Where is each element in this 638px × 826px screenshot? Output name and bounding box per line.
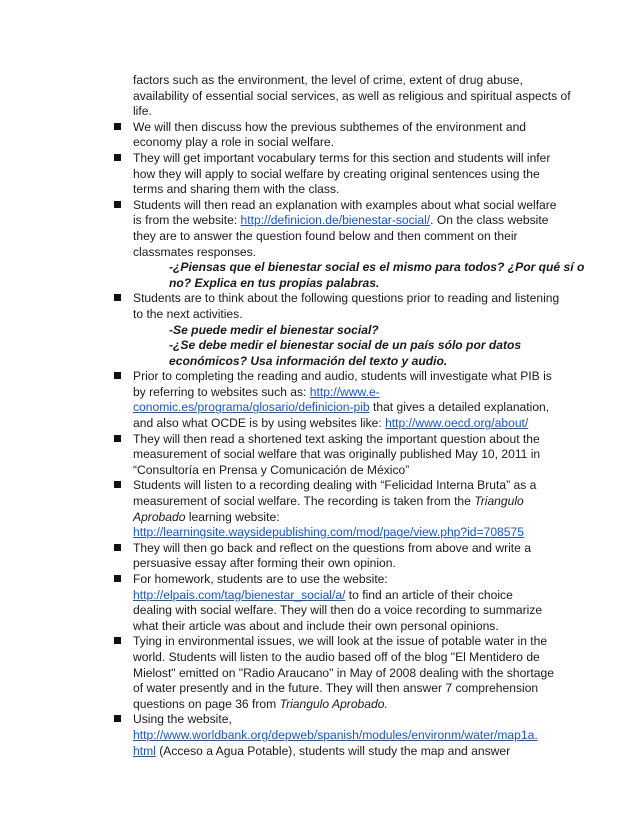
list-item [133, 120, 551, 151]
text-span: They will then go back and reflect on the questions from above and write a [133, 540, 531, 555]
text-span: . On the class website [430, 213, 549, 228]
hyperlink[interactable]: http://www.oecd.org/about/ [385, 416, 529, 431]
text-line [133, 167, 551, 183]
question-line [133, 338, 551, 354]
list-item [133, 432, 551, 479]
bullet-icon [114, 201, 121, 208]
text-line [133, 400, 551, 416]
intro-paragraph [133, 73, 571, 120]
list-item [133, 541, 551, 572]
text-span: to the next activities. [133, 306, 243, 321]
hyperlink[interactable]: http://www.worldbank.org/depweb/spanish/modules/environm/water/map1a. [133, 727, 538, 742]
text-line [133, 603, 551, 619]
hyperlink[interactable]: http://www.e- [309, 384, 380, 399]
document-body [133, 73, 585, 759]
text-line [133, 744, 551, 760]
bullet-icon [114, 715, 121, 722]
text-line [133, 463, 551, 479]
text-span: economy play a role in social welfare. [133, 135, 334, 150]
question-line [133, 260, 585, 276]
hyperlink[interactable]: conomic.es/programa/glosario/definicion-pib [133, 400, 370, 415]
text-span: learning website: [185, 509, 280, 524]
text-line [133, 494, 551, 510]
hyperlink[interactable]: http://definicion.de/bienestar-social/ [240, 213, 431, 228]
text-line [133, 510, 551, 526]
bullet-icon [114, 575, 121, 582]
text-span: Tying in environmental issues, we will look at the issue of potable water in the [133, 634, 548, 649]
list-item [133, 478, 551, 540]
list-item [133, 291, 560, 369]
bullet-icon [114, 637, 121, 644]
text-span: to find an article of their choice [345, 587, 513, 602]
text-span: no? Explica en tus propias palabras. [169, 275, 380, 290]
text-span: -Se puede medir el bienestar social? [169, 322, 379, 337]
text-line [133, 681, 551, 697]
list-item [133, 369, 551, 431]
text-span: Mielost" emitted on "Radio Araucano" in May of 2008 dealing with the shortage [133, 665, 554, 680]
bullet-icon [114, 435, 121, 442]
text-line [133, 447, 551, 463]
text-line [133, 525, 551, 541]
question-line [133, 323, 551, 339]
italic-text: Triangulo [474, 494, 524, 509]
text-span: by referring to websites such as: [133, 384, 310, 399]
text-span: “Consultoría en Prensa y Comunicación de México” [133, 462, 410, 477]
text-span: Students will listen to a recording dealing with “Felicidad Interna Bruta” as a [133, 478, 537, 493]
text-span: They will then read a shortened text asking the important question about the [133, 431, 540, 446]
text-span: measurement of social welfare that was originally published May 10, 2011 in [133, 447, 541, 462]
hyperlink[interactable]: http://learningsite.waysidepublishing.com/mod/page/view.php?id=708575 [133, 525, 524, 540]
text-line [133, 650, 551, 666]
text-line [133, 385, 551, 401]
question-line [133, 354, 551, 370]
text-line [133, 728, 551, 744]
text-line [133, 588, 551, 604]
list-item [133, 197, 585, 292]
hyperlink[interactable]: http://elpais.com/tag/bienestar_social/a/ [133, 587, 346, 602]
text-span: Students will then read an explanation with examples about what social welfare [133, 197, 557, 212]
text-line [133, 541, 551, 557]
list-item [133, 151, 551, 198]
bullet-icon [114, 294, 121, 301]
text-span: they are to answer the question found below and then comment on their [133, 228, 518, 243]
text-span: that gives a detailed explanation, [369, 400, 550, 415]
list-item [133, 712, 551, 759]
text-line [133, 712, 551, 728]
bullet-icon [114, 154, 121, 161]
text-span: measurement of social welfare. The recording is taken from the [133, 494, 475, 509]
text-span: questions on page 36 from [133, 696, 280, 711]
text-line [133, 120, 551, 136]
question-line [133, 276, 551, 292]
text-line [133, 182, 551, 198]
text-line [133, 307, 551, 323]
text-span: We will then discuss how the previous subthemes of the environment and [133, 119, 527, 134]
italic-text: Triangulo Aprobado. [279, 696, 388, 711]
text-span: For homework, students are to use the website: [133, 572, 388, 586]
text-line [133, 151, 551, 167]
text-span: classmates responses. [133, 244, 257, 259]
text-line [133, 416, 551, 432]
text-span: económicos? Usa información del texto y audio. [169, 353, 448, 368]
text-span: dealing with social welfare. They will then do a voice recording to summarize [133, 603, 543, 618]
text-span: is from the website: [133, 213, 241, 228]
text-line: life. [133, 104, 152, 119]
text-span: and also what OCDE is by using websites like: [133, 416, 386, 431]
text-span: (Acceso a Agua Potable), students will study the map and answer [155, 743, 511, 758]
text-line [133, 556, 551, 572]
text-line [133, 229, 551, 245]
text-line [133, 369, 551, 385]
text-span: Students are to think about the following questions prior to reading and listening [133, 291, 560, 306]
text-line [133, 291, 560, 307]
text-line [133, 619, 551, 635]
bullet-icon [114, 372, 121, 379]
bullet-list [133, 119, 585, 759]
text-span: Using the website, [133, 712, 232, 727]
text-line [133, 245, 551, 261]
text-line [133, 572, 551, 588]
text-span: -¿Se debe medir el bienestar social de un país sólo por datos [169, 338, 522, 353]
text-line: availability of essential social services, as well as religious and spiritual aspects of [133, 88, 571, 103]
text-line [133, 135, 551, 151]
bullet-icon [114, 481, 121, 488]
text-line [133, 478, 551, 494]
hyperlink[interactable]: html [133, 743, 156, 758]
list-item [133, 572, 551, 634]
text-span: world. Students will listen to the audio based off of the blog "El Mentidero de [133, 649, 540, 664]
text-span: Prior to completing the reading and audio, students will investigate what PIB is [133, 369, 552, 384]
bullet-icon [114, 544, 121, 551]
text-span: They will get important vocabulary terms for this section and students will infer [133, 150, 551, 165]
text-span: what their article was about and include their own personal opinions. [133, 618, 499, 633]
list-item [133, 634, 554, 712]
text-line [133, 432, 551, 448]
text-span: -¿Piensas que el bienestar social es el mismo para todos? ¿Por qué sí o [169, 260, 585, 275]
text-line [133, 634, 551, 650]
text-line [133, 697, 551, 713]
text-line [133, 213, 551, 229]
italic-text: Aprobado [133, 509, 186, 524]
text-line: factors such as the environment, the level of crime, extent of drug abuse, [133, 73, 523, 87]
text-span: terms and sharing them with the class. [133, 182, 340, 197]
text-line [133, 665, 554, 682]
text-span: persuasive essay after forming their own opinion. [133, 556, 396, 571]
text-span: of water presently and in the future. They will then answer 7 comprehension [133, 681, 539, 696]
text-line [133, 197, 557, 214]
bullet-icon [114, 123, 121, 130]
text-span: how they will apply to social welfare by creating original sentences using the [133, 166, 540, 181]
